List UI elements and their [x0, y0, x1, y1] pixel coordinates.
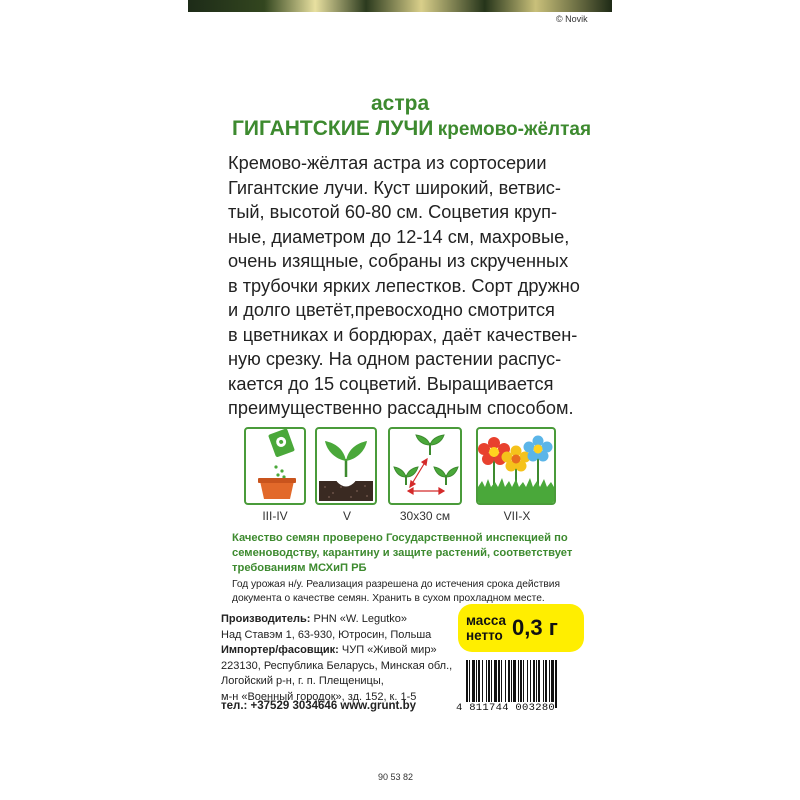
importer-line — [221, 643, 481, 659]
harvest-line: Год урожая н/у. Реализация разрешена до истечения срока действия — [232, 579, 560, 590]
description-line: Гигантские лучи. Куст широкий, ветвис- — [228, 177, 561, 198]
barcode-bar — [478, 660, 480, 708]
pack-code: 90 53 82 — [378, 772, 414, 782]
product-photo-strip — [188, 0, 612, 12]
importer-address-line: 223130, Республика Беларусь, Минская обл., — [221, 659, 453, 672]
description-line: ные, диаметром до 12-14 см, махровые, — [228, 226, 570, 247]
barcode-bar — [498, 660, 500, 708]
description-line: преимущественно рассадным способом. — [228, 398, 574, 418]
copyright-text: © Novik — [556, 14, 588, 24]
barcode-bar — [511, 660, 512, 708]
producer-line — [221, 612, 481, 628]
barcode-bar — [533, 660, 535, 708]
description-line: в трубочки ярких лепестков. Сорт дружно — [228, 275, 580, 296]
quality-line: семеноводству, карантину и защите растений, соответствует — [232, 547, 573, 559]
description-line: ную срезку. На одном растении распус- — [228, 349, 562, 369]
net-weight-badge — [458, 604, 584, 652]
barcode-bar — [476, 660, 477, 708]
sowing-pot-icon — [244, 427, 306, 505]
barcode-bar — [520, 660, 522, 708]
importer-address-line: м-н «Военный городок», зд. 152, к. 1-5 — [221, 690, 417, 703]
harvest-line: документа о качестве семян. Хранить в сухом прохладном месте. — [232, 592, 545, 604]
genus-title: астра — [371, 92, 430, 115]
harvest-storage-note — [232, 578, 592, 605]
icon-label: VII-X — [503, 509, 531, 523]
description-line: и долго цветёт,превосходно смотрится — [228, 300, 555, 320]
barcode-bar — [545, 660, 547, 708]
icon-label: III-IV — [262, 509, 288, 523]
variety-color-name: кремово-жёлтая — [437, 119, 592, 140]
barcode-bar — [543, 660, 544, 708]
description-line: тый, высотой 60-80 см. Соцветия круп- — [228, 202, 558, 222]
net-word: нетто — [466, 628, 503, 643]
quality-line: требованиям МСХиП РБ — [232, 562, 367, 574]
barcode-bar — [555, 660, 557, 708]
description-line: в цветниках и бордюрах, даёт качествен- — [228, 324, 578, 345]
barcode-digits: 4 811744 003280 — [456, 702, 556, 714]
producer-label: Производитель: — [221, 613, 311, 625]
barcode-bar — [536, 660, 537, 708]
barcode-bar — [551, 660, 554, 708]
quality-statement — [232, 531, 582, 576]
barcode-bar — [518, 660, 519, 708]
variety-title — [232, 117, 591, 141]
contacts-line: тел.: +37529 3034646 www.grunt.by — [221, 700, 417, 712]
flowering-icon — [476, 427, 556, 505]
barcode-bar — [482, 660, 483, 708]
producer-importer-info — [221, 612, 481, 705]
barcode-bar — [538, 660, 540, 708]
description-text — [228, 151, 578, 421]
description-line: Кремово-жёлтая астра из сортосерии — [228, 153, 547, 173]
quality-line: Качество семян проверено Государственной инспекцией по — [232, 532, 568, 544]
description-line: очень изящные, собраны из скрученных — [228, 251, 569, 271]
barcode-bar — [486, 660, 487, 708]
icon-label: 30x30 см — [399, 509, 451, 523]
icon-label: V — [342, 509, 351, 523]
barcode-bar — [505, 660, 506, 708]
barcode-bar — [466, 660, 468, 708]
barcode-bar — [488, 660, 490, 708]
barcode-bar — [501, 660, 502, 708]
importer-address-line: Логойский р-н, г. п. Плещеницы, — [221, 675, 384, 687]
spacing-icon — [388, 427, 462, 505]
net-weight-value: 0,3 г — [512, 615, 558, 640]
growing-icons-row — [242, 427, 570, 527]
seedling-planting-icon — [315, 427, 377, 505]
barcode-bar — [527, 660, 528, 708]
producer-address: Над Ставэм 1, 63-930, Ютросин, Польша — [221, 628, 432, 641]
importer-label: Импортер/фасовщик: — [221, 644, 339, 656]
mass-word: масса — [466, 613, 507, 628]
barcode-bar — [508, 660, 510, 708]
variety-main-name: ГИГАНТСКИЕ ЛУЧИ — [232, 117, 434, 140]
barcode-bar — [469, 660, 470, 708]
barcode-bar — [530, 660, 531, 708]
barcode-bar — [523, 660, 524, 708]
producer-name: PHN «W. Legutko» — [310, 613, 408, 625]
barcode-bar — [491, 660, 492, 708]
barcode-bar — [513, 660, 516, 708]
importer-name: ЧУП «Живой мир» — [338, 644, 437, 656]
barcode-bar — [549, 660, 550, 708]
barcode-bar — [494, 660, 497, 708]
barcode-bar — [472, 660, 475, 708]
net-weight-label — [466, 613, 506, 643]
description-line: кается до 15 соцветий. Выращивается — [228, 373, 554, 394]
